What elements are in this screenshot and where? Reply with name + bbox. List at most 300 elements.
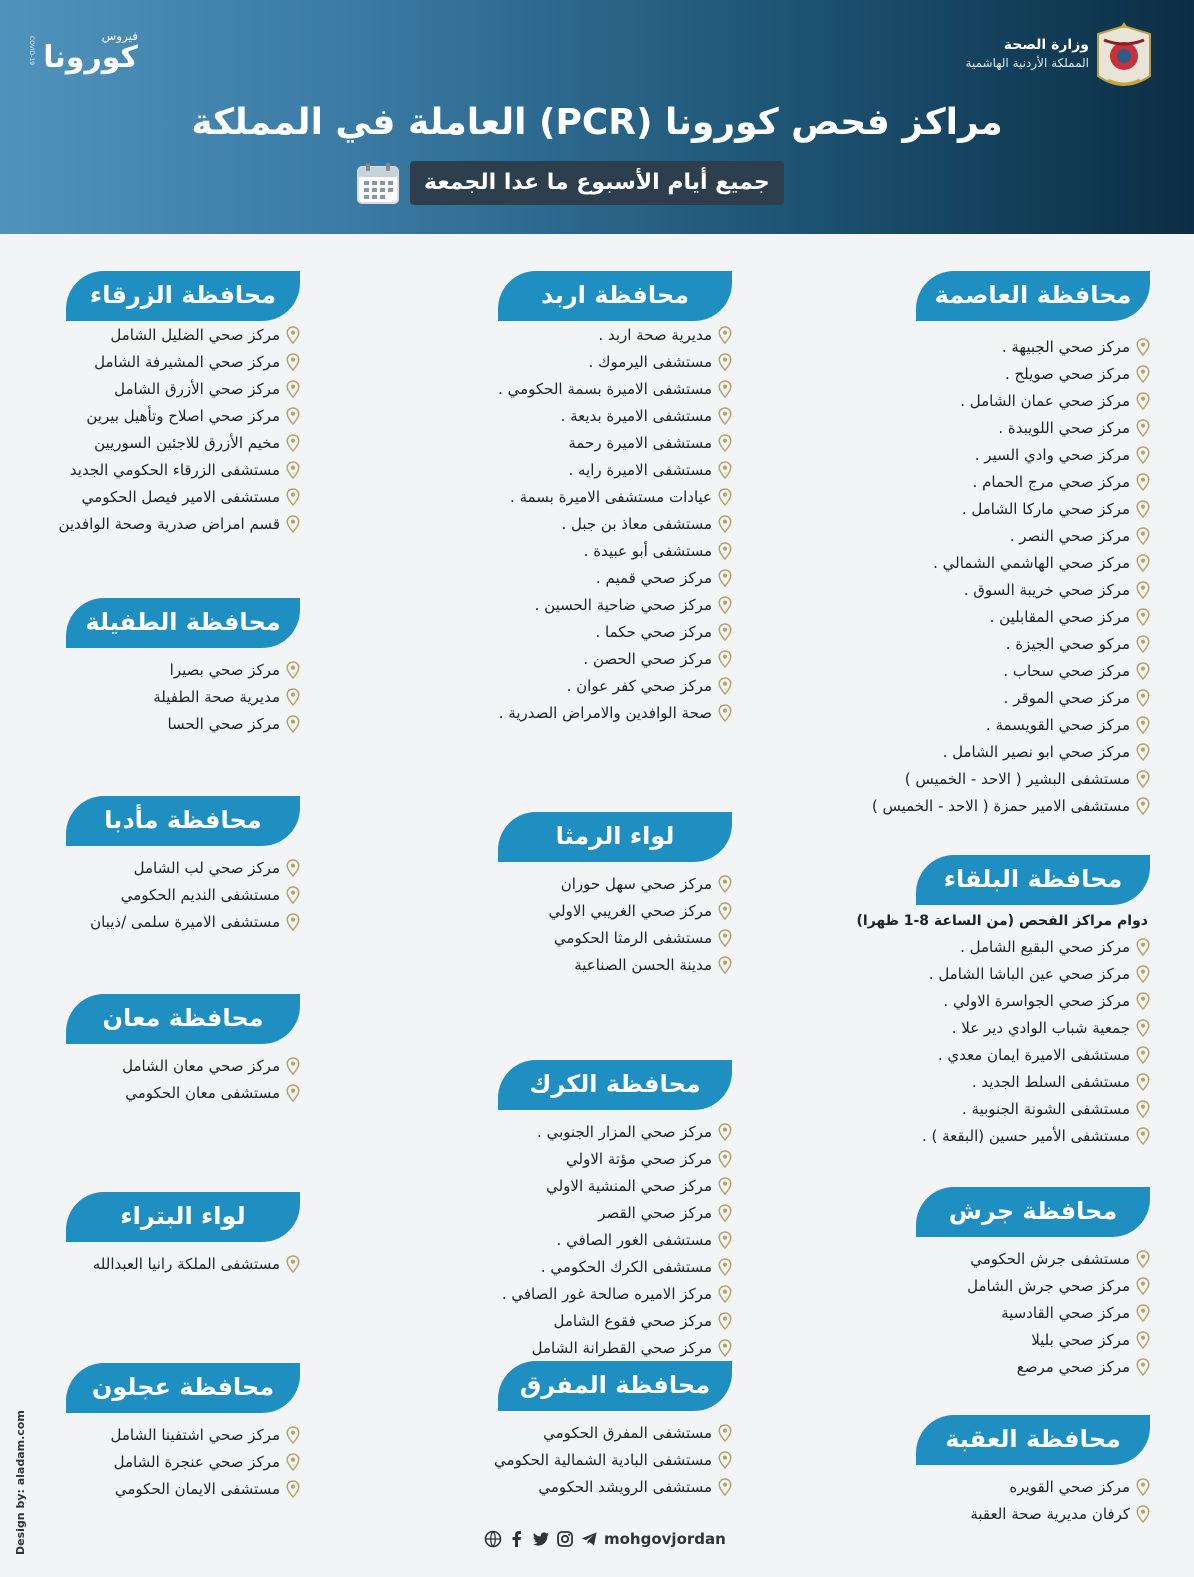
section-petra: [66, 1192, 300, 1277]
list-item-label: مركز صحي الجبيهة .: [1001, 337, 1130, 356]
location-pin-icon: [1136, 1073, 1150, 1091]
location-pin-icon: [718, 1312, 732, 1330]
section-ramtha: [498, 812, 732, 978]
location-pin-icon: [1136, 938, 1150, 956]
location-pin-icon: [718, 434, 732, 452]
list-item: [498, 1199, 732, 1226]
section-karak: [498, 1060, 732, 1361]
location-pin-icon: [286, 1453, 300, 1471]
location-pin-icon: [718, 1150, 732, 1168]
hours-note: دوام مراكز الفحص (من الساعة 8-1 ظهرا): [856, 913, 1148, 929]
covid-label: COVID-19: [28, 36, 35, 66]
location-pin-icon: [1136, 392, 1150, 410]
list-item-label: مركز صحي الضليل الشامل: [110, 325, 280, 344]
location-pin-icon: [718, 902, 732, 920]
section-title: محافظة عجلون: [66, 1363, 300, 1413]
location-pin-icon: [1136, 473, 1150, 491]
instagram-icon[interactable]: [556, 1530, 574, 1548]
list-item: [872, 468, 1150, 495]
location-pin-icon: [1136, 797, 1150, 815]
list-item-label: قسم امراض صدرية وصحة الوافدين: [58, 514, 280, 533]
list-item-label: مركز صحي النصر .: [1009, 526, 1130, 545]
list-item: [857, 1068, 1150, 1095]
list-item-label: مستشفى الزرقاء الحكومي الجديد: [69, 460, 280, 479]
list-item-label: مركز صحي حكما .: [595, 622, 712, 641]
location-pin-icon: [718, 596, 732, 614]
section-irbid: [498, 271, 732, 726]
list-item: [498, 1145, 732, 1172]
list-item-label: مركز صحي مرج الحمام .: [972, 472, 1130, 491]
list-item-label: مركز صحي بصيرا: [169, 660, 280, 679]
list-item: [66, 1250, 300, 1277]
location-pin-icon: [1136, 662, 1150, 680]
list-item-label: مستشفى الملكة رانيا العبدالله: [92, 1254, 280, 1273]
list-item-label: مستشفى الشونة الجنوبية .: [961, 1099, 1130, 1118]
location-pin-icon: [1136, 500, 1150, 518]
location-list: [916, 1245, 1150, 1380]
location-pin-icon: [286, 353, 300, 371]
location-pin-icon: [1136, 1127, 1150, 1145]
list-item: [498, 924, 732, 951]
list-item: [498, 402, 732, 429]
list-item-label: مستشفى الاميرة بسمة الحكومي .: [498, 379, 712, 398]
list-item-label: مستشفى الاميرة رايه .: [568, 460, 712, 479]
list-item-label: مركز صحي عمان الشامل .: [960, 391, 1130, 410]
list-item-label: مركز صحي الجواسرة الاولي .: [943, 991, 1130, 1010]
list-item: [498, 1307, 732, 1334]
location-pin-icon: [1136, 635, 1150, 653]
list-item: [59, 429, 300, 456]
list-item-label: مركز صحي القويسمة .: [985, 715, 1130, 734]
section-maan: [66, 994, 300, 1106]
list-item-label: مركز صحي وادي السير .: [974, 445, 1130, 464]
list-item: [498, 456, 732, 483]
location-pin-icon: [718, 1451, 732, 1469]
list-item-label: مستشفى البشير ( الاحد - الخميس ): [904, 769, 1130, 788]
list-item-label: مركز صحي المزار الجنوبي .: [537, 1122, 712, 1141]
location-pin-icon: [1136, 992, 1150, 1010]
list-item: [498, 429, 732, 456]
location-pin-icon: [1136, 1478, 1150, 1496]
list-item-label: مركز صحي خريبة السوق .: [963, 580, 1130, 599]
list-item: [857, 1041, 1150, 1068]
list-item: [498, 1334, 732, 1361]
location-pin-icon: [718, 956, 732, 974]
list-item-label: مركز صحي فقوع الشامل: [553, 1311, 712, 1330]
list-item-label: مركز صحي القويره: [1009, 1477, 1130, 1496]
section-mafraq: [494, 1361, 732, 1500]
location-list: [498, 321, 732, 726]
location-pin-icon: [286, 515, 300, 533]
list-item-label: كرفان مديرية صحة العقبة: [970, 1504, 1130, 1523]
location-pin-icon: [718, 407, 732, 425]
list-item: [59, 510, 300, 537]
section-title: محافظة الكرك: [498, 1060, 732, 1110]
location-pin-icon: [718, 704, 732, 722]
location-pin-icon: [1136, 1250, 1150, 1268]
list-item: [872, 711, 1150, 738]
list-item: [66, 1421, 300, 1448]
list-item: [872, 765, 1150, 792]
list-item-label: مركز صحي قميم .: [595, 568, 712, 587]
location-pin-icon: [718, 623, 732, 641]
list-item-label: مركز صحي الحصن .: [583, 649, 712, 668]
list-item: [498, 510, 732, 537]
location-pin-icon: [286, 688, 300, 706]
globe-icon[interactable]: [484, 1530, 502, 1548]
social-handle[interactable]: mohgovjordan: [604, 1530, 726, 1548]
location-pin-icon: [1136, 1358, 1150, 1376]
ministry-name: [966, 36, 1089, 72]
location-list: [498, 1118, 732, 1361]
list-item-label: مستشفى الأمير حسين (البقعة ) .: [921, 1126, 1130, 1145]
list-item-label: مركز صحي المنشية الاولي: [546, 1176, 712, 1195]
list-item: [872, 387, 1150, 414]
list-item: [872, 657, 1150, 684]
list-item-label: مستشفى الامير فيصل الحكومي: [81, 487, 280, 506]
list-item: [66, 656, 300, 683]
location-pin-icon: [1136, 1277, 1150, 1295]
location-list: [857, 933, 1150, 1149]
list-item: [494, 1446, 732, 1473]
location-pin-icon: [286, 913, 300, 931]
list-item: [872, 414, 1150, 441]
list-item-label: مستشفى الرويشد الحكومي: [538, 1477, 712, 1496]
list-item-label: مستشفى النديم الحكومي: [120, 885, 280, 904]
list-item-label: مركز صحي سهل حوران: [560, 874, 712, 893]
location-pin-icon: [286, 380, 300, 398]
location-pin-icon: [1136, 770, 1150, 788]
location-pin-icon: [286, 661, 300, 679]
calendar-icon: [356, 161, 400, 205]
location-pin-icon: [718, 875, 732, 893]
location-pin-icon: [718, 542, 732, 560]
section-title: محافظة العقبة: [916, 1415, 1150, 1465]
list-item-label: مركز صحي ضاحية الحسين .: [534, 595, 712, 614]
location-pin-icon: [286, 1084, 300, 1102]
location-list: [66, 1250, 300, 1277]
list-item-label: مركز صحي البقيع الشامل .: [960, 937, 1130, 956]
section-title: محافظة معان: [66, 994, 300, 1044]
list-item-label: جمعية شباب الوادي دير علا .: [951, 1018, 1130, 1037]
list-item-label: مركز صحي مؤتة الاولي: [566, 1149, 712, 1168]
list-item-label: مستشفى الاميرة بديعة .: [560, 406, 712, 425]
location-pin-icon: [286, 715, 300, 733]
list-item: [66, 881, 300, 908]
location-pin-icon: [718, 1339, 732, 1357]
location-list: [59, 321, 300, 537]
section-title: محافظة مأدبا: [66, 796, 300, 846]
list-item-label: مستشفى المفرق الحكومي: [543, 1423, 712, 1442]
ministry-line1: وزارة الصحة: [1003, 37, 1089, 53]
list-item-label: مركز صحي الهاشمي الشمالي .: [933, 553, 1130, 572]
section-title: محافظة البلقاء: [916, 855, 1150, 905]
list-item-label: مركز صحي ماركا الشامل .: [961, 499, 1130, 518]
location-pin-icon: [286, 1480, 300, 1498]
location-pin-icon: [286, 434, 300, 452]
list-item-label: مركز صحي سحاب .: [1003, 661, 1130, 680]
list-item: [498, 1118, 732, 1145]
list-item: [498, 591, 732, 618]
list-item-label: مستشفى البادية الشمالية الحكومي: [494, 1450, 712, 1469]
list-item: [66, 1475, 300, 1502]
list-item: [916, 1245, 1150, 1272]
location-pin-icon: [1136, 716, 1150, 734]
list-item-label: مركز الاميره صالحة غور الصافي .: [501, 1284, 712, 1303]
list-item: [498, 564, 732, 591]
location-pin-icon: [1136, 446, 1150, 464]
list-item: [498, 483, 732, 510]
list-item-label: مستشفى معان الحكومي: [125, 1083, 280, 1102]
jordan-emblem-icon: [1094, 20, 1154, 94]
list-item: [872, 522, 1150, 549]
ministry-line2: المملكة الأردنية الهاشمية: [965, 56, 1089, 70]
location-pin-icon: [1136, 338, 1150, 356]
list-item-label: مركز صحي اصلاح وتأهيل بيرين: [86, 406, 280, 425]
location-pin-icon: [718, 488, 732, 506]
list-item: [498, 1226, 732, 1253]
location-pin-icon: [718, 1478, 732, 1496]
list-item-label: مركز صحي المشيرفة الشامل: [94, 352, 280, 371]
location-list: [66, 656, 300, 737]
location-pin-icon: [1136, 689, 1150, 707]
list-item-label: مديرية صحة اربد .: [598, 325, 712, 344]
list-item: [66, 1448, 300, 1475]
section-asima: [872, 271, 1150, 819]
list-item: [916, 1272, 1150, 1299]
location-pin-icon: [286, 1255, 300, 1273]
facebook-icon[interactable]: [508, 1530, 526, 1548]
list-item-label: مركز صحي الأزرق الشامل: [114, 379, 280, 398]
list-item-label: مستشفى الاميرة ايمان معدي .: [937, 1045, 1130, 1064]
list-item-label: مدينة الحسن الصناعية: [574, 955, 712, 974]
list-item: [498, 1172, 732, 1199]
list-item: [872, 603, 1150, 630]
location-pin-icon: [718, 353, 732, 371]
list-item-label: مستشفى السلط الجديد .: [971, 1072, 1130, 1091]
location-pin-icon: [286, 1426, 300, 1444]
twitter-icon[interactable]: [532, 1530, 550, 1548]
location-list: [498, 870, 732, 978]
location-pin-icon: [718, 1123, 732, 1141]
section-ajloun: [66, 1363, 300, 1502]
section-title: لواء البتراء: [66, 1192, 300, 1242]
location-pin-icon: [286, 326, 300, 344]
list-item: [872, 738, 1150, 765]
location-pin-icon: [1136, 554, 1150, 572]
footer-social: [484, 1530, 726, 1548]
list-item-label: مركز صحي بليلا: [1031, 1330, 1130, 1349]
list-item: [857, 1095, 1150, 1122]
list-item-label: مستشفى الاميرة سلمى /ذيبان: [90, 912, 280, 931]
location-pin-icon: [718, 461, 732, 479]
location-pin-icon: [718, 326, 732, 344]
section-zarqa: [59, 271, 300, 537]
section-balqa: [857, 855, 1150, 1149]
list-item: [498, 897, 732, 924]
location-pin-icon: [1136, 608, 1150, 626]
list-item-label: مركز صحي عنجرة الشامل: [113, 1452, 280, 1471]
list-item: [872, 684, 1150, 711]
list-item: [494, 1419, 732, 1446]
list-item: [857, 1122, 1150, 1149]
location-pin-icon: [286, 886, 300, 904]
list-item: [66, 683, 300, 710]
list-item: [494, 1473, 732, 1500]
list-item-label: مستشفى جرش الحكومي: [970, 1249, 1130, 1268]
list-item-label: مستشفى الرمثا الحكومي: [553, 928, 712, 947]
location-pin-icon: [286, 407, 300, 425]
design-credit: Design by: aladam.com: [14, 1410, 27, 1555]
section-tafila: [66, 598, 300, 737]
list-item: [872, 576, 1150, 603]
section-title: محافظة الزرقاء: [66, 271, 300, 321]
section-title: محافظة العاصمة: [916, 271, 1150, 321]
location-pin-icon: [1136, 581, 1150, 599]
location-list: [916, 1473, 1150, 1527]
list-item: [498, 375, 732, 402]
list-item-label: مركز صحي جرش الشامل: [967, 1276, 1130, 1295]
brand-small-text: فيروس: [101, 29, 138, 43]
list-item: [872, 333, 1150, 360]
list-item-label: مركز صحي مرصع: [1016, 1357, 1130, 1376]
location-pin-icon: [718, 929, 732, 947]
list-item: [59, 402, 300, 429]
list-item-label: مخيم الأزرق للاجئين السوريين: [94, 433, 280, 452]
list-item: [872, 630, 1150, 657]
list-item-label: مركز صحي معان الشامل: [122, 1056, 280, 1075]
list-item: [498, 537, 732, 564]
list-item: [498, 951, 732, 978]
location-list: [66, 1052, 300, 1106]
location-pin-icon: [718, 515, 732, 533]
list-item-label: مركز صحي القادسية: [1001, 1303, 1130, 1322]
location-pin-icon: [286, 859, 300, 877]
section-aqaba: [916, 1415, 1150, 1527]
section-jerash: [916, 1187, 1150, 1380]
list-item: [66, 710, 300, 737]
list-item-label: مستشفى معاذ بن جبل .: [561, 514, 712, 533]
subtitle-badge: جميع أيام الأسبوع ما عدا الجمعة: [410, 161, 784, 205]
telegram-icon[interactable]: [580, 1530, 598, 1548]
section-title: لواء الرمثا: [498, 812, 732, 862]
list-item: [916, 1299, 1150, 1326]
location-pin-icon: [718, 1177, 732, 1195]
location-pin-icon: [718, 1424, 732, 1442]
location-pin-icon: [1136, 1304, 1150, 1322]
section-madaba: [66, 796, 300, 935]
list-item: [498, 645, 732, 672]
list-item-label: عيادات مستشفى الاميرة بسمة .: [510, 487, 712, 506]
location-pin-icon: [718, 1231, 732, 1249]
location-pin-icon: [1136, 1100, 1150, 1118]
list-item: [498, 321, 732, 348]
list-item: [498, 618, 732, 645]
location-pin-icon: [286, 488, 300, 506]
location-pin-icon: [718, 380, 732, 398]
list-item: [916, 1326, 1150, 1353]
section-title: محافظة الطفيلة: [66, 598, 300, 648]
location-pin-icon: [718, 1285, 732, 1303]
list-item-label: مركز صحي اللويبدة .: [998, 418, 1130, 437]
list-item-label: مركز صحي ابو نصير الشامل .: [942, 742, 1130, 761]
location-pin-icon: [1136, 419, 1150, 437]
list-item: [498, 672, 732, 699]
list-item: [498, 1280, 732, 1307]
list-item-label: مركز صحي صويلح .: [1004, 364, 1130, 383]
list-item-label: مركز صحي الغريبي الاولي: [548, 901, 712, 920]
list-item: [59, 483, 300, 510]
list-item-label: مستشفى اليرموك .: [588, 352, 712, 371]
list-item-label: مستشفى الغور الصافي .: [556, 1230, 712, 1249]
list-item: [916, 1473, 1150, 1500]
location-pin-icon: [1136, 965, 1150, 983]
list-item: [59, 348, 300, 375]
location-list: [494, 1419, 732, 1500]
location-pin-icon: [286, 1057, 300, 1075]
section-title: محافظة جرش: [916, 1187, 1150, 1237]
list-item-label: مركز صحي المقابلين .: [989, 607, 1130, 626]
location-pin-icon: [1136, 1046, 1150, 1064]
list-item-label: مركز صحي الحسا: [167, 714, 280, 733]
list-item: [857, 960, 1150, 987]
list-item-label: مركز صحي لب الشامل: [133, 858, 280, 877]
list-item: [66, 1079, 300, 1106]
list-item-label: مركز صحي اشتفينا الشامل: [110, 1425, 280, 1444]
list-item: [59, 456, 300, 483]
brand-big-text: كورونا: [43, 40, 138, 75]
list-item: [872, 792, 1150, 819]
list-item: [66, 854, 300, 881]
page-title: مراكز فحص كورونا (PCR) العاملة في المملكة: [191, 102, 1003, 143]
list-item-label: مركز صحي عين الباشا الشامل .: [928, 964, 1130, 983]
location-pin-icon: [1136, 1019, 1150, 1037]
list-item: [498, 1253, 732, 1280]
list-item-label: مستشفى الامير حمزة ( الاحد - الخميس ): [871, 796, 1130, 815]
list-item: [872, 441, 1150, 468]
list-item: [916, 1353, 1150, 1380]
list-item: [498, 348, 732, 375]
list-item: [59, 375, 300, 402]
list-item-label: مركز صحي القطرانة الشامل: [531, 1338, 712, 1357]
list-item-label: مستشفى أبو عبيدة .: [583, 541, 712, 560]
location-pin-icon: [718, 1204, 732, 1222]
list-item-label: مركز صحي كفر عوان .: [566, 676, 712, 695]
list-item-label: صحة الوافدين والامراض الصدرية .: [498, 703, 712, 722]
list-item-label: مديرية صحة الطفيلة: [153, 687, 280, 706]
location-pin-icon: [1136, 1331, 1150, 1349]
list-item-label: مركز صحي الموقر .: [1003, 688, 1130, 707]
list-item-label: مستشفى الكرك الحكومي .: [540, 1257, 712, 1276]
location-pin-icon: [1136, 365, 1150, 383]
location-pin-icon: [718, 569, 732, 587]
list-item: [66, 1052, 300, 1079]
list-item-label: مستشفى الاميرة رحمة: [568, 433, 712, 452]
location-pin-icon: [1136, 1505, 1150, 1523]
list-item: [59, 321, 300, 348]
list-item: [498, 870, 732, 897]
list-item: [872, 360, 1150, 387]
location-pin-icon: [1136, 527, 1150, 545]
location-list: [66, 854, 300, 935]
corona-logo: [28, 30, 138, 80]
location-pin-icon: [718, 1258, 732, 1276]
list-item: [916, 1500, 1150, 1527]
list-item: [66, 908, 300, 935]
location-pin-icon: [718, 650, 732, 668]
location-list: [66, 1421, 300, 1502]
subtitle-row: [356, 160, 784, 206]
